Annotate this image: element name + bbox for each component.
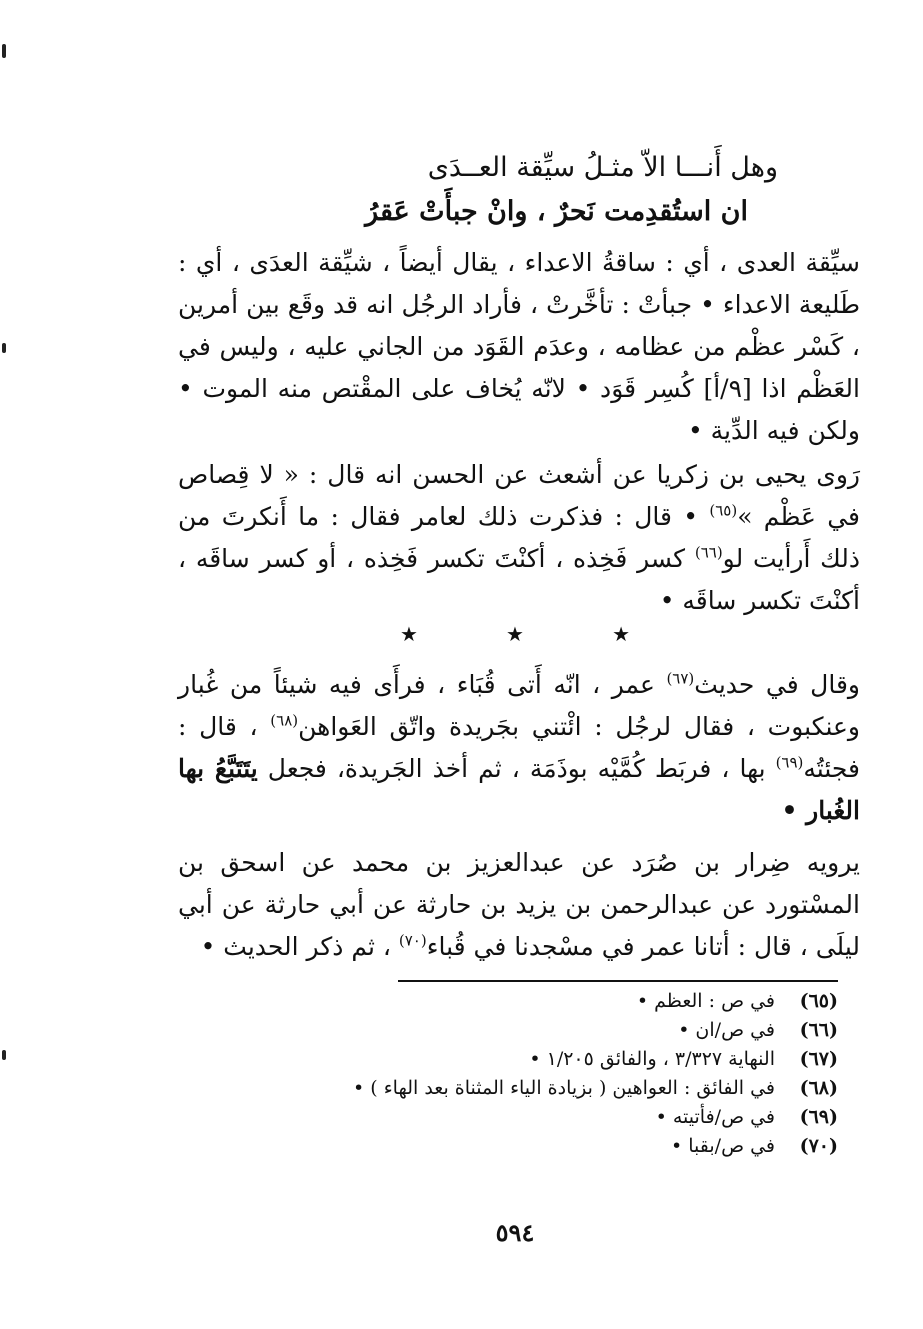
paragraph-3-part: بها ، فربَط كُمَّيْه بوذَمَة ، ثم أخذ الجَريدة، فجعل bbox=[257, 754, 776, 783]
paragraph-3-part: عمر ، انّه أَتى قُبَاء ، فرأَى فيه شيئاً من غُبار وعنكبوت ، فقال لرجُل : ائْتني بجَريدة واتّق العَواهن bbox=[178, 670, 860, 741]
footnote-item bbox=[238, 987, 838, 1016]
paragraph-3-part: ، قال : فجئتُه bbox=[178, 712, 860, 783]
paragraph-2-part: • قال : فذكرت ذلك لعامر فقال : ما أَنكرتَ من ذلك أَرأيت لو bbox=[178, 502, 860, 573]
footnote-ref-69: (٦٩) bbox=[775, 753, 804, 772]
footnote-text: في ص/فأتيته • bbox=[655, 1106, 775, 1128]
footnotes bbox=[238, 987, 838, 1161]
footnote-item bbox=[238, 1103, 838, 1132]
paragraph-1 bbox=[178, 242, 860, 452]
paragraph-3-text bbox=[178, 664, 860, 832]
paragraph-3-part: وقال في حديث bbox=[694, 670, 860, 699]
footnote-number: (٦٥) bbox=[799, 990, 838, 1012]
star-icon: ★ bbox=[400, 622, 418, 646]
paragraph-2-part: رَوى يحيى بن زكريا عن أشعث عن الحسن انه قال : « لا قِصاص في عَظْم » bbox=[178, 460, 860, 531]
footnote-divider bbox=[398, 980, 838, 982]
paragraph-3-bold: يتَتَبَّعُ بها الغُبار • bbox=[178, 754, 860, 825]
margin-mark bbox=[2, 1050, 6, 1060]
footnote-number: (٦٧) bbox=[799, 1048, 838, 1070]
star-icon: ★ bbox=[612, 622, 630, 646]
paragraph-4-text bbox=[178, 842, 860, 968]
verse-line-2: ان استُقدِمت نَحرٌ ، وانْ جبأَتْ عَقرُ bbox=[365, 196, 748, 227]
verse-line-1: وهل أَنـــا الاّ مثـلُ سيِّقة العــدَى bbox=[427, 152, 778, 183]
footnote-number: (٧٠) bbox=[799, 1135, 838, 1157]
paragraph-4 bbox=[178, 842, 860, 968]
footnote-text: في ص/بقبا • bbox=[671, 1135, 775, 1157]
margin-mark bbox=[2, 343, 6, 353]
paragraph-1-text: سيِّقة العدى ، أي : ساقةُ الاعداء ، يقال أيضاً ، شيِّقة العدَى ، أي : طَليعة الاعداء • جبأتْ : تأخَّرتْ ، فأراد الرجُل انه قد وقَع بين أمرين ، كَسْر عظْم من عظامه ، وعدَم القَوَد من الجاني عليه ، وليس في العَظْم اذا [٩/أ] كُسِر قَوَد • لانّه يُخاف على المقْتص منه الموت • ولكن فيه الدِّية • bbox=[178, 248, 860, 445]
footnote-item bbox=[238, 1074, 838, 1103]
footnote-text: في الفائق : العواهين ( بزيادة الياء المثناة بعد الهاء ) • bbox=[353, 1077, 775, 1099]
paragraph-2-part: كسر فَخِذه ، أكنْتَ تكسر فَخِذه ، أو كسر ساقَه ، أكنْتَ تكسر ساقَه • bbox=[178, 544, 860, 615]
footnote-item bbox=[238, 1045, 838, 1074]
footnote-number: (٦٦) bbox=[799, 1019, 838, 1041]
footnote-ref-65: (٦٥) bbox=[709, 501, 738, 520]
footnote-number: (٦٩) bbox=[799, 1106, 838, 1128]
footnote-text: النهاية ٣/٣٢٧ ، والفائق ١/٢٠٥ • bbox=[529, 1048, 775, 1070]
paragraph-2 bbox=[178, 454, 860, 622]
footnote-item bbox=[238, 1132, 838, 1161]
footnote-text: في ص : العظم • bbox=[636, 990, 775, 1012]
footnote-ref-70: (٧٠) bbox=[398, 931, 427, 950]
paragraph-2-text bbox=[178, 454, 860, 622]
paragraph-3 bbox=[178, 664, 860, 832]
paragraph-4-part: ، ثم ذكر الحديث • bbox=[200, 932, 399, 961]
section-separator bbox=[400, 622, 630, 646]
footnote-ref-67: (٦٧) bbox=[666, 669, 695, 688]
page-number: ٥٩٤ bbox=[495, 1218, 535, 1247]
footnote-text: في ص/ان • bbox=[678, 1019, 775, 1041]
footnote-ref-68: (٦٨) bbox=[270, 711, 299, 730]
footnote-ref-66: (٦٦) bbox=[694, 543, 723, 562]
paragraph-4-part: يرويه ضِرار بن صُرَد عن عبدالعزيز بن محمد عن اسحق بن المسْتورد عن عبدالرحمن بن يزيد بن حارثة عن أبي حارثة عن أبي ليلَى ، قال : أتانا عمر في مسْجدنا في قُباء bbox=[178, 848, 860, 961]
margin-mark bbox=[2, 44, 6, 58]
footnote-number: (٦٨) bbox=[799, 1077, 838, 1099]
star-icon: ★ bbox=[506, 622, 524, 646]
footnote-item bbox=[238, 1016, 838, 1045]
